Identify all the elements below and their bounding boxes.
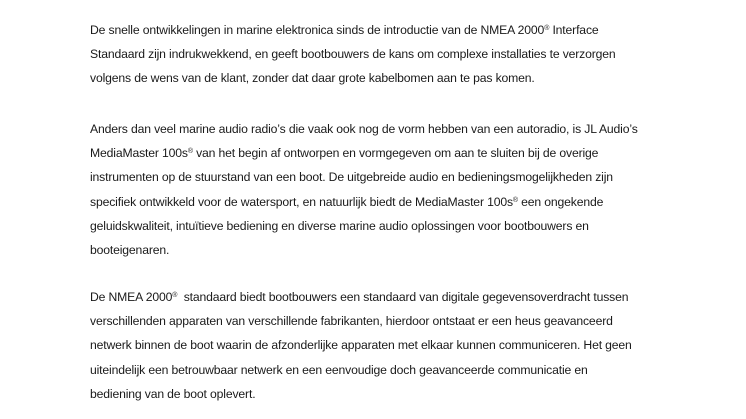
paragraph-nmea-introduction	[90, 18, 616, 91]
registered-mark: ®	[187, 148, 193, 156]
text-line: MediaMaster 100s® van het begin af ontworpen en vormgegeven om aan te sluiten bij de overige	[90, 146, 599, 161]
paragraph-mediamaster	[90, 117, 638, 262]
text-line: Anders dan veel marine audio radio’s die vaak ook nog de vorm hebben van een autoradio, is JL Audio’s	[90, 122, 638, 136]
text-line: specifiek ontwikkeld voor de watersport, en natuurlijk biedt de MediaMaster 100s® een ongekende	[90, 194, 604, 209]
registered-mark: ®	[544, 25, 550, 32]
text-line: bediening van de boot oplevert.	[90, 386, 256, 401]
text-line: instrumenten op de stuurstand van een boot. De uitgebreide audio en bedieningsmogelijkheden zijn	[90, 170, 613, 185]
paragraph-nmea-standard	[90, 285, 632, 406]
text-line: verschillenden apparaten van verschillende fabrikanten, hierdoor ontstaat er een heus geavanceerd	[90, 314, 613, 329]
registered-mark: ®	[512, 196, 518, 204]
text-line: netwerk binnen de boot waarin de afzonderlijke apparaten met elkaar kunnen communiceren. Het geen	[90, 338, 632, 353]
text-line: De NMEA 2000® standaard biedt bootbouwers een standaard van digitale gegevensoverdracht tussen	[90, 290, 629, 304]
text-line: Standaard zijn indrukwekkend, en geeft bootbouwers de kans om complexe installaties te verzorgen	[90, 47, 616, 62]
text-line: De snelle ontwikkelingen in marine elektronica sinds de introductie van de NMEA 2000® Interface	[90, 23, 599, 37]
text-line: geluidskwaliteit, intuïtieve bediening en diverse marine audio oplossingen voor bootbouwers en	[90, 218, 589, 233]
registered-mark: ®	[172, 292, 178, 299]
text-line: volgens de wens van de klant, zonder dat daar grote kabelbomen aan te pas komen.	[90, 71, 535, 86]
text-line: booteigenaren.	[90, 242, 170, 257]
text-line: uiteindelijk een betrouwbaar netwerk en een eenvoudige doch geavanceerde communicatie en	[90, 362, 588, 377]
